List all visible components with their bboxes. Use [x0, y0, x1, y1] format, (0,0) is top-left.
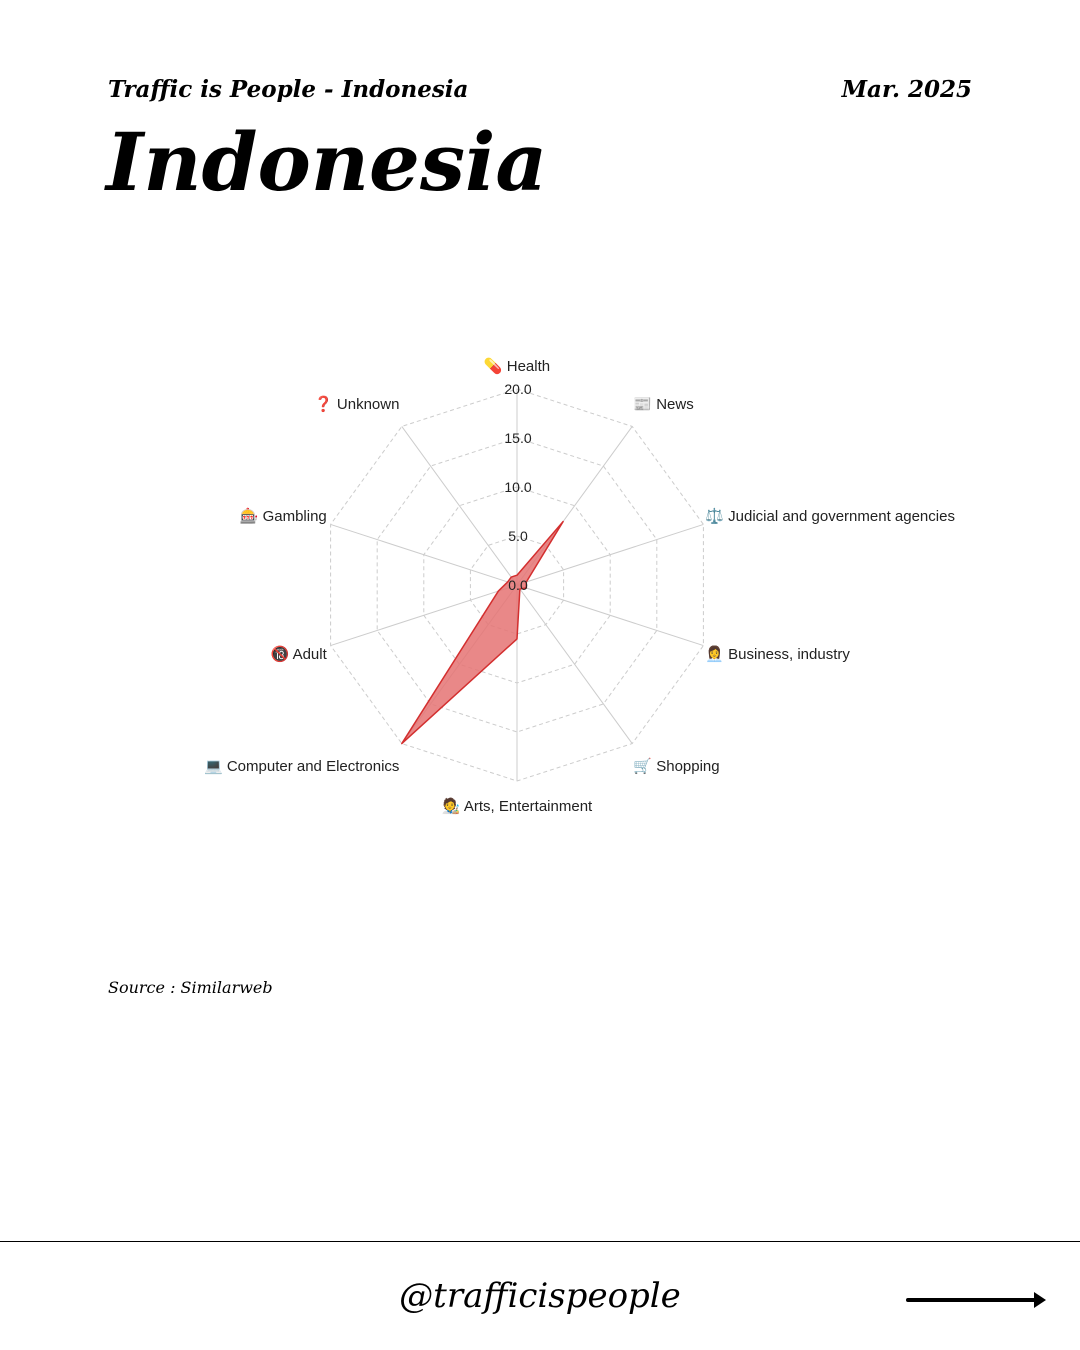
- next-arrow-icon[interactable]: [906, 1288, 1048, 1312]
- category-label: 💊 Health: [483, 358, 551, 375]
- tick-label: 20.0: [504, 381, 532, 397]
- radar-tick-labels: [504, 381, 531, 593]
- tick-label: 5.0: [508, 528, 528, 544]
- category-label: ⚖️ Judicial and government agencies: [705, 507, 955, 525]
- radar-category-labels: [204, 356, 955, 815]
- category-label: 🧑‍🎨 Arts, Entertainment: [441, 798, 593, 815]
- grid-spoke: [402, 426, 517, 585]
- category-label: 👩‍💼 Business, industry: [705, 646, 850, 664]
- category-label: 🎰 Gambling: [239, 507, 327, 525]
- tick-label: 0.0: [508, 577, 528, 593]
- footer-divider: [0, 1241, 1080, 1242]
- radar-series: [402, 522, 563, 744]
- category-label: 📰 News: [633, 395, 694, 413]
- grid-spoke: [517, 585, 632, 744]
- category-label: ❓ Unknown: [314, 395, 400, 413]
- source-note: Source : Similarweb: [108, 978, 273, 997]
- tick-label: 15.0: [504, 430, 532, 446]
- page-title: Indonesia: [106, 115, 548, 209]
- report-date: Mar. 2025: [841, 76, 972, 103]
- radar-chart: [0, 340, 1080, 830]
- tick-label: 10.0: [504, 479, 532, 495]
- social-handle: @trafficispeople: [399, 1276, 681, 1316]
- category-label: 🛒 Shopping: [633, 758, 720, 776]
- series-area: [402, 522, 563, 744]
- grid-spoke: [517, 585, 703, 646]
- category-label: 🔞 Adult: [270, 646, 327, 664]
- series-title: Traffic is People - Indonesia: [108, 76, 469, 103]
- category-label: 💻 Computer and Electronics: [204, 758, 400, 776]
